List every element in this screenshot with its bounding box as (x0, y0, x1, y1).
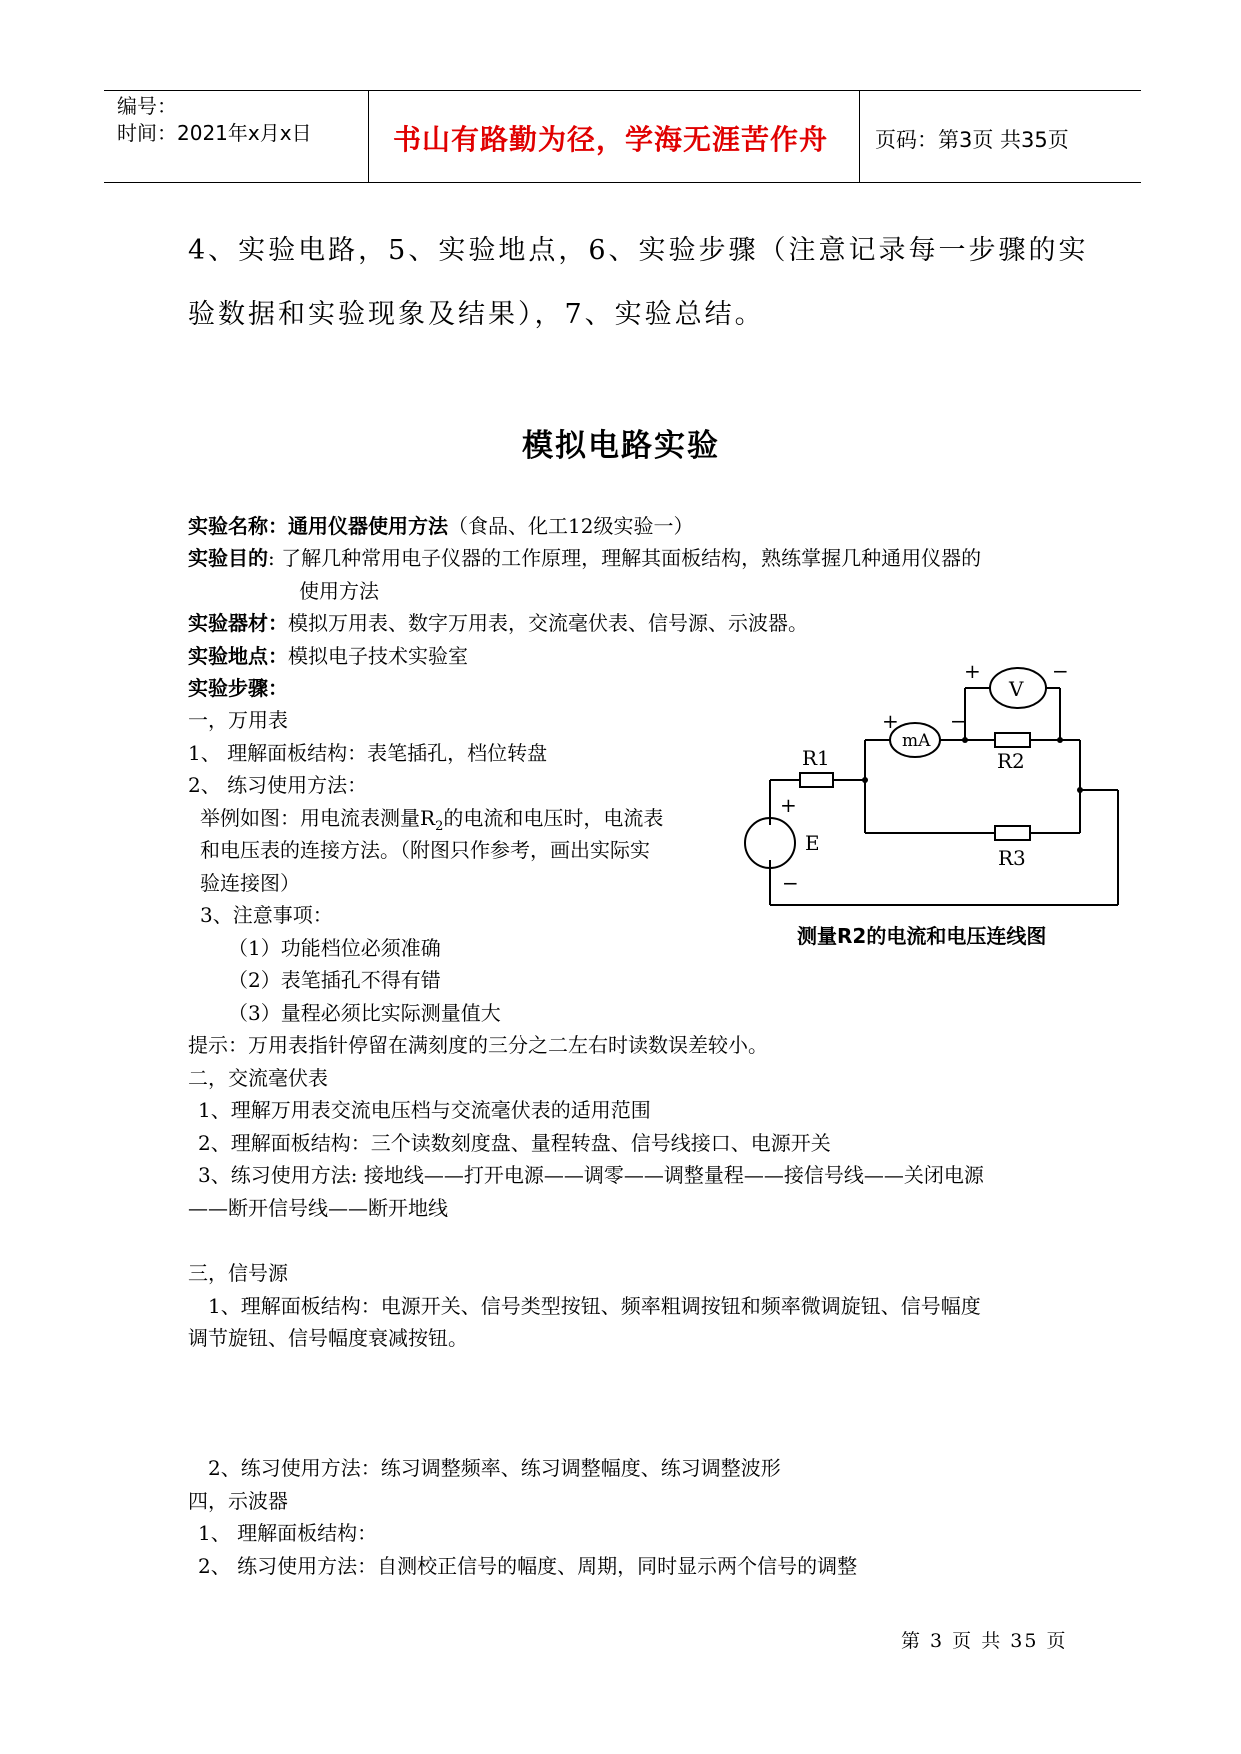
section3-heading: 三，信号源 (188, 1261, 288, 1285)
experiment-name (188, 510, 693, 539)
experiment-name-value: 通用仪器使用方法 (288, 514, 448, 538)
section1-item2: 2、 练习使用方法： (188, 773, 368, 797)
experiment-name-label: 实验名称： (188, 514, 288, 538)
experiment-location-label: 实验地点： (188, 644, 288, 668)
label-r2: R2 (997, 749, 1025, 773)
experiment-name-note: （食品、化工12级实验一） (448, 514, 694, 538)
experiment-location-text: 模拟电子技术实验室 (288, 644, 468, 668)
section3-item2: 2、练习使用方法：练习调整频率、练习调整幅度、练习调整波形 (208, 1456, 781, 1480)
experiment-steps-label: 实验步骤： (188, 676, 288, 700)
experiment-purpose-label: 实验目的 (188, 546, 268, 570)
v-minus: − (1052, 659, 1069, 683)
section2-item3-line1: 3、练习使用方法: 接地线——打开电源——调零——调整量程——接信号线——关闭电源 (198, 1163, 984, 1187)
section1-example-1 (200, 802, 663, 834)
label-v: V (1009, 677, 1024, 701)
section1-tip: 提示：万用表指针停留在满刻度的三分之二左右时读数误差较小。 (188, 1033, 768, 1057)
example-text-b: 的电流和电压时，电流表 (443, 806, 664, 830)
circuit-diagram (730, 650, 1130, 950)
section1-note1: （1）功能档位必须准确 (228, 936, 441, 960)
header-page-label: 页码：第3页 共35页 (875, 128, 1069, 152)
section4-heading: 四，示波器 (188, 1489, 288, 1513)
section1-item3: 3、注意事项： (200, 903, 333, 927)
label-e: E (805, 831, 820, 855)
header-divider-left (368, 90, 369, 182)
experiment-location (188, 640, 468, 669)
header-number-label: 编号： (117, 94, 177, 118)
e-minus: − (782, 871, 799, 895)
label-r1: R1 (802, 746, 830, 770)
header-top-rule (104, 90, 1141, 91)
intro-line-1: 4、实验电路，5、实验地点，6、实验步骤（注意记录每一步骤的实 (188, 235, 1089, 266)
example-subscript: 2 (435, 819, 444, 834)
page-footer: 第 3 页 共 35 页 (901, 1630, 1068, 1652)
experiment-equipment (188, 607, 808, 636)
section1-note3: （3）量程必须比实际测量值大 (228, 1001, 501, 1025)
header-time-label: 时间：2021年x月x日 (117, 121, 312, 145)
section3-item1-line1: 1、理解面板结构：电源开关、信号类型按钮、频率粗调按钮和频率微调旋钮、信号幅度 (208, 1294, 981, 1318)
section1-item1: 1、 理解面板结构：表笔插孔，档位转盘 (188, 741, 548, 765)
e-plus: + (780, 793, 797, 817)
experiment-purpose (188, 542, 981, 571)
experiment-purpose-text: : 了解几种常用电子仪器的工作原理，理解其面板结构，熟练掌握几种通用仪器的 (268, 546, 982, 570)
section1-example-2: 和电压表的连接方法。（附图只作参考，画出实际实 (200, 838, 650, 862)
label-ma: mA (902, 731, 931, 751)
example-text-a: 举例如图：用电流表测量R (200, 806, 436, 830)
section2-heading: 二，交流毫伏表 (188, 1066, 328, 1090)
section4-item2: 2、 练习使用方法：自测校正信号的幅度、周期，同时显示两个信号的调整 (198, 1554, 858, 1578)
section1-example-3: 验连接图） (200, 871, 300, 895)
page-title: 模拟电路实验 (522, 428, 720, 464)
section4-item1: 1、 理解面板结构： (198, 1521, 378, 1545)
ma-minus: − (950, 709, 967, 733)
section1-note2: （2）表笔插孔不得有错 (228, 968, 441, 992)
experiment-equipment-label: 实验器材： (188, 611, 288, 635)
ma-plus: + (882, 709, 899, 733)
header-motto: 书山有路勤为径，学海无涯苦作舟 (393, 123, 829, 156)
section2-item3-line2: ——断开信号线——断开地线 (188, 1196, 448, 1220)
section2-item1: 1、理解万用表交流电压档与交流毫伏表的适用范围 (198, 1098, 651, 1122)
v-plus: + (964, 659, 981, 683)
section1-heading: 一，万用表 (188, 708, 288, 732)
intro-line-2: 验数据和实验现象及结果），7、实验总结。 (188, 299, 765, 330)
header-divider-right (859, 90, 860, 182)
label-r3: R3 (998, 846, 1026, 870)
experiment-equipment-text: 模拟万用表、数字万用表，交流毫伏表、信号源、示波器。 (288, 611, 808, 635)
header-bottom-rule (104, 182, 1141, 183)
experiment-purpose-cont: 使用方法 (299, 579, 379, 603)
section3-item1-line2: 调节旋钮、信号幅度衰减按钮。 (188, 1326, 468, 1350)
figure-caption: 测量R2的电流和电压连线图 (797, 924, 1047, 948)
section2-item2: 2、理解面板结构：三个读数刻度盘、量程转盘、信号线接口、电源开关 (198, 1131, 831, 1155)
